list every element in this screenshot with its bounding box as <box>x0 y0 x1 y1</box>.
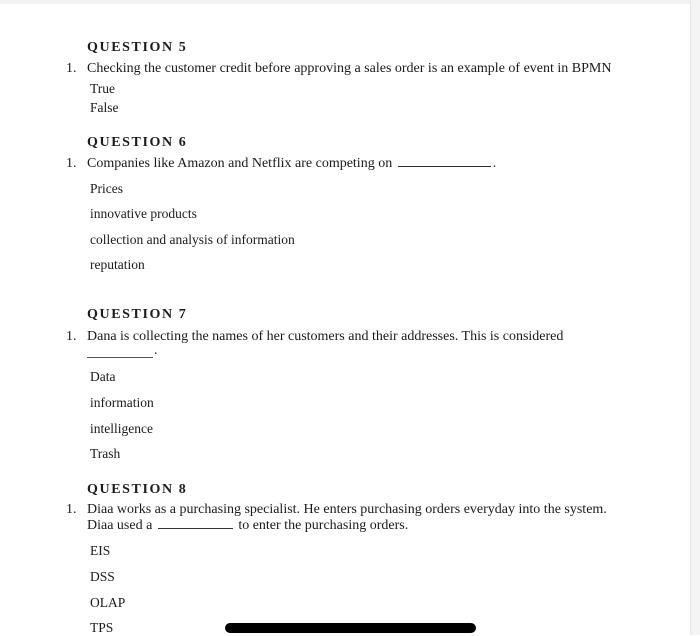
question-title: QUESTION 8 <box>87 482 188 497</box>
question-title: QUESTION 5 <box>87 40 188 55</box>
answer-option[interactable]: TPS <box>90 620 114 635</box>
question-title: QUESTION 6 <box>87 135 188 150</box>
answer-option[interactable]: DSS <box>90 569 115 584</box>
question-text: Checking the customer credit before approving a sales order is an example of event in BPMN <box>87 61 612 76</box>
question-text-after: . <box>492 156 497 171</box>
question-text-line2 <box>87 518 408 534</box>
question-number: 1. <box>66 156 77 171</box>
question-text-after: . <box>154 343 158 358</box>
question-number: 1. <box>66 502 77 517</box>
question-number: 1. <box>66 329 77 344</box>
answer-option[interactable]: information <box>90 395 154 410</box>
answer-option[interactable]: False <box>90 100 119 115</box>
answer-option[interactable]: collection and analysis of information <box>90 232 295 247</box>
question-text <box>87 156 496 172</box>
answer-option[interactable]: intelligence <box>90 421 153 436</box>
answer-option[interactable]: Data <box>90 369 116 384</box>
answer-option[interactable]: reputation <box>90 257 145 272</box>
home-indicator[interactable] <box>225 623 476 633</box>
answer-blank <box>87 357 153 358</box>
top-edge <box>0 0 700 4</box>
answer-option[interactable]: innovative products <box>90 206 197 221</box>
question-text: Dana is collecting the names of her customers and their addresses. This is considered <box>87 329 564 344</box>
answer-option[interactable]: OLAP <box>90 595 126 610</box>
question-title: QUESTION 7 <box>87 307 188 322</box>
answer-blank <box>158 527 233 529</box>
answer-option[interactable]: Trash <box>90 446 121 461</box>
question-text: Diaa works as a purchasing specialist. He enters purchasing orders everyday into the system. <box>87 502 607 517</box>
question-text-before: Companies like Amazon and Netflix are competing on <box>87 156 393 171</box>
question-text-before: Diaa used a <box>87 518 153 533</box>
right-edge <box>690 0 700 635</box>
answer-option[interactable]: Prices <box>90 181 123 196</box>
answer-option[interactable]: True <box>90 81 116 96</box>
question-number: 1. <box>66 61 77 76</box>
question-text-after: to enter the purchasing orders. <box>238 518 409 533</box>
answer-option[interactable]: EIS <box>90 543 111 558</box>
answer-blank <box>398 165 491 167</box>
